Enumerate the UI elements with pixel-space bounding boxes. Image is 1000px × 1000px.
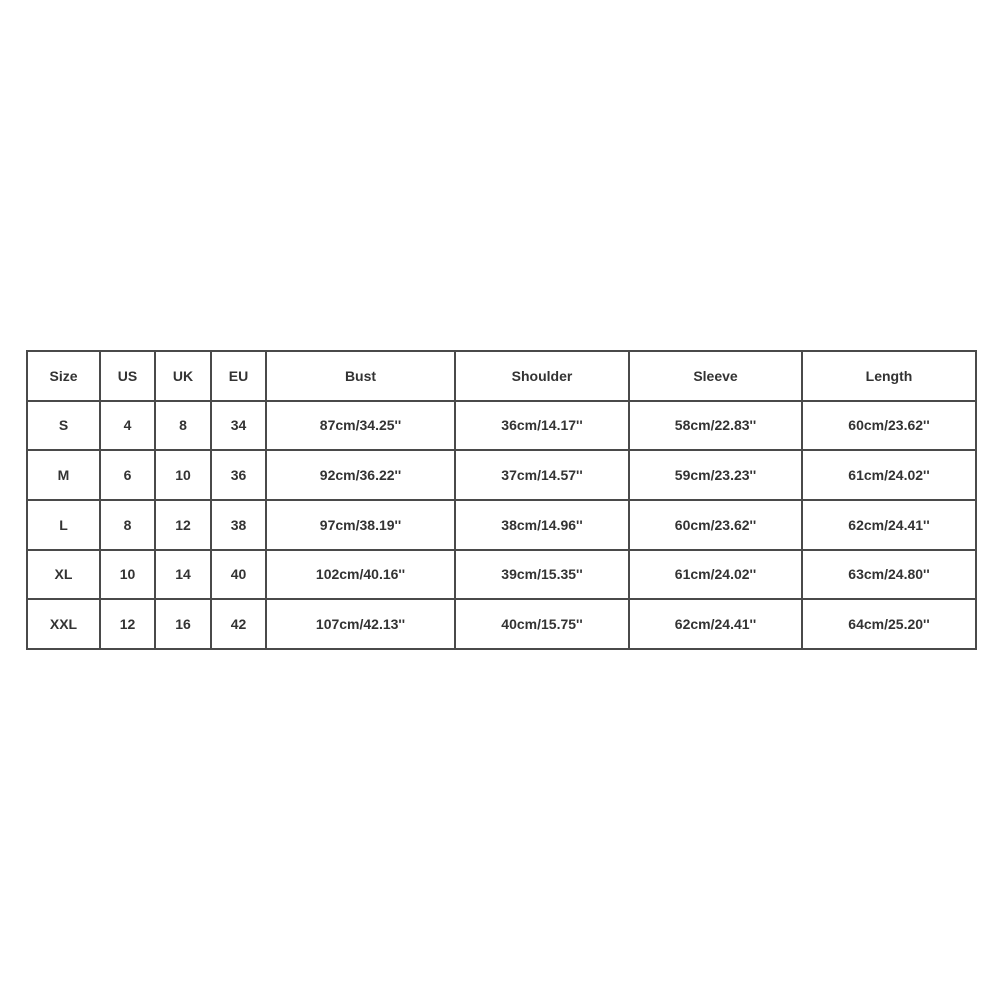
- cell-length: 61cm/24.02'': [802, 450, 976, 500]
- cell-uk: 8: [155, 401, 211, 451]
- cell-length: 60cm/23.62'': [802, 401, 976, 451]
- cell-bust: 97cm/38.19'': [266, 500, 455, 550]
- cell-uk: 14: [155, 550, 211, 600]
- header-row: [27, 351, 976, 401]
- cell-size: XL: [27, 550, 100, 600]
- table-row: [27, 401, 976, 451]
- cell-size: L: [27, 500, 100, 550]
- cell-length: 64cm/25.20'': [802, 599, 976, 649]
- cell-eu: 40: [211, 550, 266, 600]
- cell-sleeve: 61cm/24.02'': [629, 550, 802, 600]
- cell-bust: 102cm/40.16'': [266, 550, 455, 600]
- cell-us: 4: [100, 401, 155, 451]
- cell-shoulder: 40cm/15.75'': [455, 599, 629, 649]
- cell-us: 10: [100, 550, 155, 600]
- table-row: [27, 450, 976, 500]
- cell-eu: 36: [211, 450, 266, 500]
- cell-size: XXL: [27, 599, 100, 649]
- cell-eu: 42: [211, 599, 266, 649]
- cell-eu: 34: [211, 401, 266, 451]
- column-header-eu: EU: [211, 351, 266, 401]
- column-header-bust: Bust: [266, 351, 455, 401]
- cell-uk: 10: [155, 450, 211, 500]
- column-header-shoulder: Shoulder: [455, 351, 629, 401]
- cell-us: 8: [100, 500, 155, 550]
- cell-us: 6: [100, 450, 155, 500]
- cell-eu: 38: [211, 500, 266, 550]
- column-header-length: Length: [802, 351, 976, 401]
- cell-uk: 12: [155, 500, 211, 550]
- cell-uk: 16: [155, 599, 211, 649]
- cell-size: S: [27, 401, 100, 451]
- cell-bust: 87cm/34.25'': [266, 401, 455, 451]
- cell-length: 62cm/24.41'': [802, 500, 976, 550]
- size-chart-table: [26, 350, 977, 650]
- cell-shoulder: 37cm/14.57'': [455, 450, 629, 500]
- column-header-sleeve: Sleeve: [629, 351, 802, 401]
- table-row: [27, 500, 976, 550]
- table-row: [27, 599, 976, 649]
- cell-sleeve: 59cm/23.23'': [629, 450, 802, 500]
- cell-bust: 107cm/42.13'': [266, 599, 455, 649]
- column-header-size: Size: [27, 351, 100, 401]
- cell-shoulder: 36cm/14.17'': [455, 401, 629, 451]
- cell-bust: 92cm/36.22'': [266, 450, 455, 500]
- column-header-us: US: [100, 351, 155, 401]
- cell-sleeve: 58cm/22.83'': [629, 401, 802, 451]
- cell-sleeve: 60cm/23.62'': [629, 500, 802, 550]
- cell-sleeve: 62cm/24.41'': [629, 599, 802, 649]
- cell-size: M: [27, 450, 100, 500]
- cell-shoulder: 39cm/15.35'': [455, 550, 629, 600]
- column-header-uk: UK: [155, 351, 211, 401]
- cell-shoulder: 38cm/14.96'': [455, 500, 629, 550]
- table-row: [27, 550, 976, 600]
- cell-us: 12: [100, 599, 155, 649]
- cell-length: 63cm/24.80'': [802, 550, 976, 600]
